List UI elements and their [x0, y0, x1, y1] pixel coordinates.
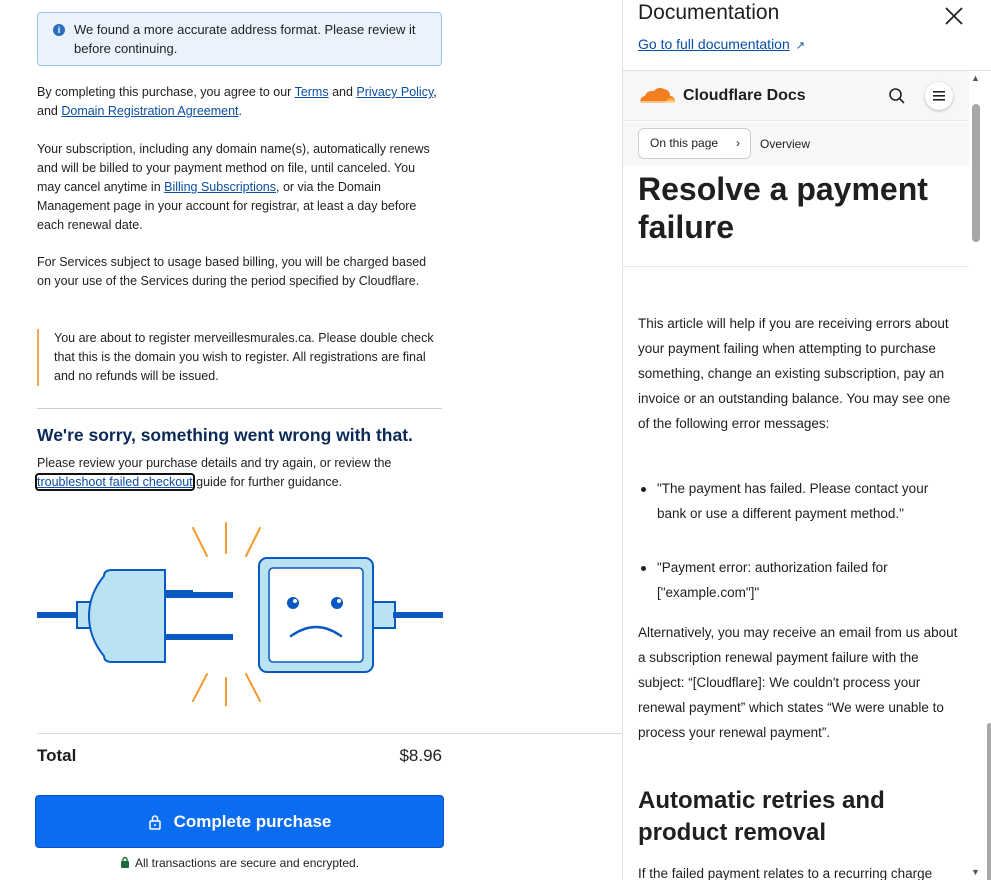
- chevron-right-icon: ›: [736, 136, 740, 150]
- menu-button[interactable]: [925, 82, 953, 110]
- article-divider: [623, 266, 969, 267]
- article-title: Resolve a payment failure: [638, 171, 928, 245]
- section-heading: Automatic retries and product removal: [638, 787, 885, 846]
- error-message-item: "The payment has failed. Please contact your bank or use a different payment method.": [657, 476, 957, 526]
- domain-warning: You are about to register merveillesmurales.ca. Please double check that this is the domain you wish to register. All registrations are final and no refunds will be issued.: [37, 329, 442, 386]
- hamburger-icon: [933, 91, 945, 101]
- docs-header: [623, 71, 969, 121]
- divider: [37, 408, 442, 409]
- scroll-thumb[interactable]: [972, 104, 980, 242]
- documentation-title: Documentation: [638, 1, 780, 24]
- full-documentation-label: Go to full documentation: [638, 36, 790, 52]
- secure-lock-icon: [120, 856, 130, 868]
- error-paragraph: [37, 454, 442, 492]
- error-before: Please review your purchase details and try again, or review the: [37, 456, 392, 470]
- external-link-icon: ↗: [795, 40, 805, 52]
- unplugged-cable-illustration: [37, 518, 443, 706]
- terms-link[interactable]: Terms: [294, 85, 329, 99]
- search-icon[interactable]: [888, 87, 906, 105]
- on-this-page-button[interactable]: [638, 128, 751, 159]
- close-icon[interactable]: [943, 5, 965, 27]
- complete-purchase-label: Complete purchase: [173, 811, 332, 831]
- subscription-after: , or via the Domain Management page in your account for registrar, at least a day before each renewal date.: [37, 180, 417, 232]
- docs-scrollbar[interactable]: [969, 71, 984, 880]
- total-row: [37, 744, 442, 768]
- notice-text: We found a more accurate address format. Please review it before continuing.: [74, 22, 416, 56]
- billing-subscriptions-link[interactable]: Billing Subscriptions: [164, 180, 276, 194]
- address-notice: [37, 12, 442, 66]
- info-icon: i: [53, 24, 65, 36]
- error-after: guide for further guidance.: [192, 475, 343, 489]
- docs-brand: Cloudflare Docs: [683, 87, 806, 104]
- terms-and: and: [328, 85, 357, 99]
- terms-paragraph: [37, 83, 442, 121]
- lock-icon: [148, 814, 162, 830]
- domain-registration-agreement-link[interactable]: Domain Registration Agreement: [61, 104, 239, 118]
- panel-scroll-thumb[interactable]: [987, 723, 991, 880]
- terms-mid: , and: [37, 85, 437, 118]
- article-paragraph: If the failed payment relates to a recurring charge: [638, 866, 933, 880]
- error-heading: We're sorry, something went wrong with that.: [37, 425, 413, 445]
- error-message-item: "Payment error: authorization failed for ["example.com"]": [657, 555, 957, 605]
- terms-end: .: [238, 104, 243, 118]
- current-section: Overview: [760, 137, 811, 151]
- terms-prefix: By completing this purchase, you agree to our: [37, 85, 295, 99]
- scroll-up-icon[interactable]: ▲: [971, 73, 980, 83]
- total-label: Total: [37, 746, 77, 765]
- subscription-paragraph: [37, 140, 442, 235]
- full-documentation-link[interactable]: [638, 36, 805, 52]
- secure-note: [37, 856, 442, 870]
- cloudflare-logo-icon: [637, 86, 677, 106]
- article-paragraph: Alternatively, you may receive an email from us about a subscription renewal payment failure with the subject: “[Cloudflare]: We couldn't process your renewal payment” which states “We were unable to process your renewal payment”.: [638, 625, 958, 740]
- scroll-down-icon[interactable]: ▼: [971, 867, 980, 877]
- article-paragraph: This article will help if you are receiving errors about your payment failing when attempting to purchase something, change an existing subscription, pay an invoice or an outstanding balance. You may see one of the following error messages:: [638, 316, 951, 431]
- troubleshoot-failed-checkout-link[interactable]: troubleshoot failed checkout: [37, 475, 193, 489]
- on-this-page-label: On this page: [650, 136, 719, 150]
- total-value: $8.96: [399, 746, 442, 765]
- documentation-panel: [622, 0, 991, 880]
- usage-paragraph: For Services subject to usage based billing, you will be charged based on your use of the Services during the period specified by Cloudflare.: [37, 255, 427, 288]
- total-divider: [37, 733, 622, 734]
- spark-lines-icon: [193, 523, 260, 706]
- docs-frame: [623, 70, 991, 880]
- privacy-policy-link[interactable]: Privacy Policy: [356, 85, 434, 99]
- complete-purchase-button[interactable]: [35, 795, 444, 848]
- on-this-page-bar: [623, 122, 969, 165]
- secure-text: All transactions are secure and encrypted.: [134, 856, 360, 870]
- subscription-before: Your subscription, including any domain name(s), automatically renews and will be billed to your payment method on file, until canceled. You may cancel anytime in: [37, 142, 430, 194]
